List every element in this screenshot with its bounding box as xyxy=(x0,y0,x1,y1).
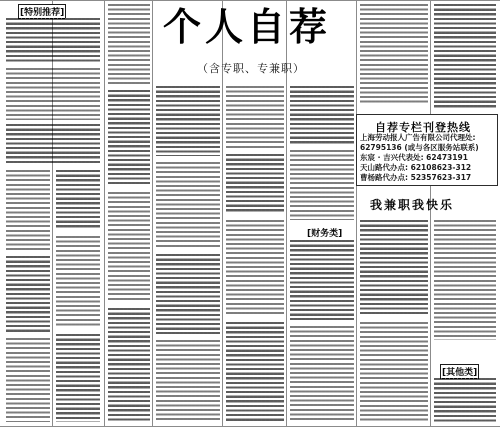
ad-text-block xyxy=(226,322,284,422)
ad-text-block xyxy=(56,170,100,230)
ad-text-block xyxy=(6,18,100,64)
column-divider xyxy=(356,0,357,427)
hotline-line: 东宸 · 吉兴代表处: 62473191 xyxy=(360,153,468,162)
page-title: 个人自荐 xyxy=(162,5,331,49)
ad-text-block xyxy=(108,4,150,84)
page-subtitle: （含专职、专兼职） xyxy=(197,62,305,75)
hotline-title: 自荐专栏刊登热线 xyxy=(375,121,471,134)
hotline-line: 曹杨路代办点: 52357623-317 xyxy=(360,173,472,182)
featured-tag: [特别推荐] xyxy=(18,4,66,19)
ad-text-block xyxy=(290,326,354,422)
ad-text-block xyxy=(290,86,354,144)
service-tag: [财务类] xyxy=(306,226,343,239)
ad-text-block xyxy=(226,220,284,316)
top-rule xyxy=(0,0,500,1)
ad-text-block xyxy=(156,86,220,156)
ad-text-block xyxy=(290,150,354,220)
ad-text-block xyxy=(290,240,354,320)
slogan: 我兼职我快乐 xyxy=(370,198,455,212)
ad-text-block xyxy=(360,220,428,316)
ad-text-block xyxy=(56,236,100,328)
hotline-line: 62795136 (或与各区服务站联系) xyxy=(360,143,479,152)
ad-text-block xyxy=(6,124,100,164)
ad-text-block xyxy=(108,192,150,302)
ad-text-block xyxy=(6,68,100,120)
ad-text-block xyxy=(434,220,496,340)
ad-text-block xyxy=(434,378,496,422)
column-divider xyxy=(152,0,153,427)
ad-text-block xyxy=(226,86,284,148)
hotline-line: 上海劳动报人广告有限公司代理处: xyxy=(360,133,476,142)
ad-text-block xyxy=(56,334,100,422)
ad-text-block xyxy=(108,308,150,422)
ad-text-block xyxy=(434,4,496,108)
column-divider xyxy=(430,0,431,427)
ad-text-block xyxy=(156,162,220,248)
ad-text-block xyxy=(156,254,220,334)
hotline-line: 天山路代办点: 62108623-312 xyxy=(360,163,472,172)
ad-text-block xyxy=(156,340,220,422)
column-divider xyxy=(52,0,53,427)
ad-text-block xyxy=(360,4,428,104)
ad-text-block xyxy=(226,154,284,214)
ad-text-block xyxy=(6,338,50,422)
ad-text-block xyxy=(360,322,428,422)
column-divider xyxy=(104,0,105,427)
ad-text-block xyxy=(108,90,150,186)
ad-text-block xyxy=(6,256,50,332)
title-block xyxy=(156,2,352,78)
ad-text-block xyxy=(6,170,50,250)
other-tag: [其他类] xyxy=(440,364,479,379)
